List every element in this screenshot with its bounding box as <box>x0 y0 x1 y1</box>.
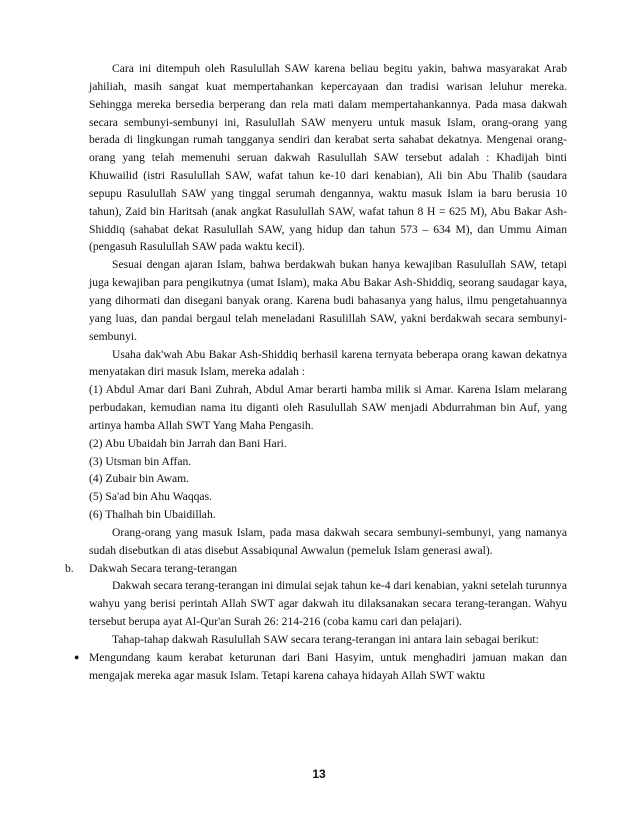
paragraph-4: Orang-orang yang masuk Islam, pada masa dakwah secara sembunyi-sembunyi, yang namanya sudah disebutkan di atas disebut Assabiqunal Awwalun (pemeluk Islam generasi awal). <box>89 525 567 557</box>
list-item: (4) Zubair bin Awam. <box>89 472 190 486</box>
paragraph-5: Dakwah secara terang-terangan ini dimulai sejak tahun ke-4 dari kenabian, yakni setelah turunnya wahyu yang berisi perintah Allah SWT agar dakwah itu dilaksanakan secara terang-terangan. Wahyu tersebut berupa ayat Al-Qur'an Surah 26: 214-216 (coba kamu cari dan pelajari). <box>89 579 567 629</box>
bullet-icon: ● <box>74 651 80 662</box>
text-column <box>65 60 567 685</box>
list-item: (3) Utsman bin Affan. <box>89 454 192 468</box>
paragraph-3: Usaha dak'wah Abu Bakar Ash-Shiddiq berhasil karena ternyata beberapa orang kawan dekatnya menyatakan diri masuk Islam, mereka adalah : <box>89 347 567 379</box>
bullet-text: Mengundang kaum kerabat keturunan dari Bani Hasyim, untuk menghadiri jamuan makan dan mengajak mereka agar masuk Islam. Tetapi karena cahaya hidayah Allah SWT waktu <box>89 650 567 682</box>
list-item: (5) Sa'ad bin Ahu Waqqas. <box>89 490 212 504</box>
list-item: (1) Abdul Amar dari Bani Zuhrah, Abdul Amar berarti hamba milik si Amar. Karena Islam melarang perbudakan, kemudian nama itu diganti oleh Rasulullah SAW menjadi Abdurrahman bin Auf, yang artinya hamba Allah SWT Yang Maha Pengasih. <box>89 383 567 432</box>
page-number: 13 <box>312 767 326 781</box>
section-b-heading <box>65 560 567 578</box>
bullet-item <box>74 649 567 685</box>
list-item: (6) Thalhah bin Ubaidillah. <box>89 508 216 522</box>
section-b-label: b. <box>65 561 74 575</box>
paragraph-2: Sesuai dengan ajaran Islam, bahwa berdakwah bukan hanya kewajiban Rasulullah SAW, tetapi juga kewajiban para pengikutnya (umat Islam), maka Abu Bakar Ash-Shiddiq, seorang saudagar kaya, yang dihormati dan disegani banyak orang. Karena budi bahasanya yang halus, ilmu pengetahuannya yang luas, dan pandai bergaul telah meneladani Rasulillah SAW, yakni berdakwah secara sembunyi-sembunyi. <box>89 258 567 343</box>
section-b-title: Dakwah Secara terang-terangan <box>89 561 238 575</box>
paragraph-1: Cara ini ditempuh oleh Rasulullah SAW karena beliau begitu yakin, bahwa masyarakat Arab jahiliah, masih sangat kuat mempertahankan kepercayaan dan tradisi warisan leluhur mereka. Sehingga mereka bersedia berperang dan rela mati dalam mempertahankannya. Pada masa dakwah secara sembunyi-sembunyi ini, Rasulullah SAW menyeru untuk masuk Islam, orang-orang yang berada di lingkungan rumah tangganya sendiri dan kerabat serta sahabat dekatnya. Mengenai orang-orang yang telah memenuhi seruan dakwah Rasulullah SAW tersebut adalah : Khadijah binti Khuwailid (istri Rasulullah SAW, wafat tahun ke-10 dari kenabian), Ali bin Abu Thalib (saudara sepupu Rasulullah SAW yang tinggal serumah dengannya, waktu masuk Islam ia baru berusia 10 tahun), Zaid bin Haritsah (anak angkat Rasulullah SAW, wafat tahun 8 H = 625 M), Abu Bakar Ash-Shiddiq (sahabat dekat Rasulullah SAW, yang hidup dan tahun 573 – 634 M), dan Ummu Aiman (pengasuh Rasulullah SAW pada waktu kecil). <box>89 62 567 254</box>
list-item: (2) Abu Ubaidah bin Jarrah dan Bani Hari. <box>89 436 287 450</box>
paragraph-6: Tahap-tahap dakwah Rasulullah SAW secara terang-terangan ini antara lain sebagai berikut: <box>112 633 539 646</box>
